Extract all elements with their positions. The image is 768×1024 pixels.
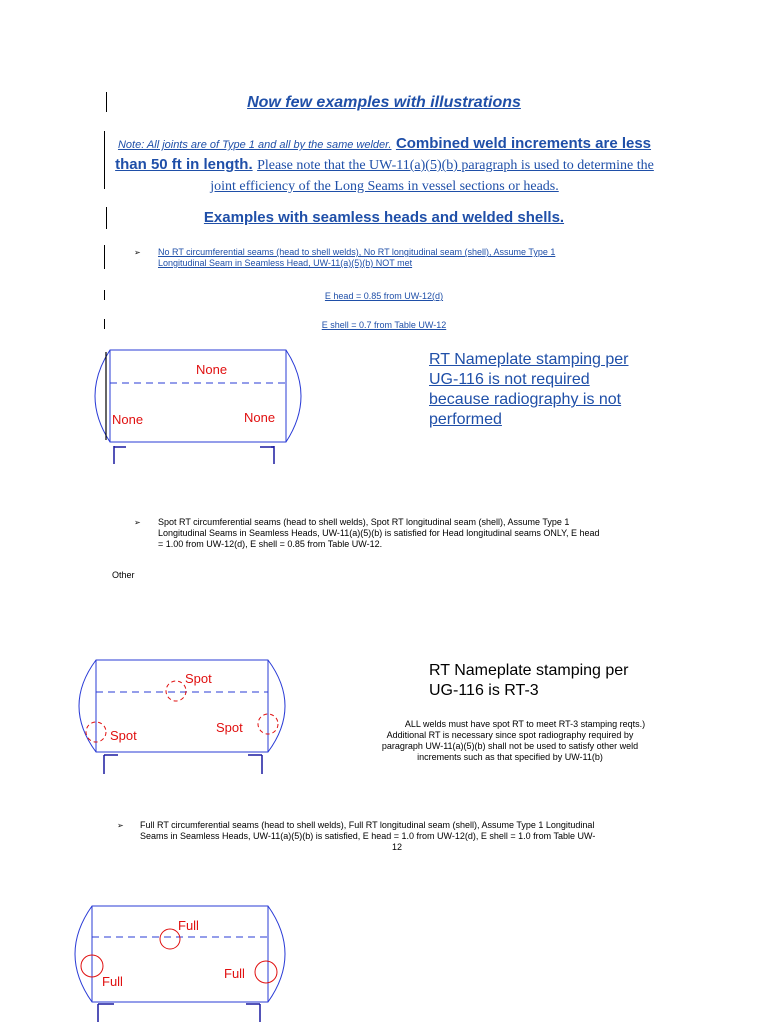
example1-line2: Longitudinal Seam in Seamless Head, UW-11(a)(5)(b) NOT met	[158, 258, 413, 268]
note-line: paragraph UW-11(a)(5)(b) shall not be used to satisfy other weld	[381, 741, 639, 751]
example3-line2: Seams in Seamless Heads, UW-11(a)(5)(b) is satisfied, E head = 1.0 from UW-12(d), E shell = 1.0 from Table UW-	[140, 831, 596, 841]
intro-note	[112, 134, 657, 197]
section-heading: Examples with seamless heads and welded shells.	[203, 209, 565, 226]
right-label: None	[244, 410, 276, 425]
full-circle-right	[255, 961, 277, 983]
top-label: None	[196, 362, 228, 377]
note-line: increments such as that specified by UW-11(b)	[417, 752, 603, 762]
stamping-line: because radiography is not	[429, 391, 622, 408]
example1-e-head: E head = 0.85 from UW-12(d)	[324, 291, 444, 301]
example1-line1: No RT circumferential seams (head to shell welds), No RT longitudinal seam (shell), Assume Type 1	[158, 247, 556, 257]
change-bar	[104, 245, 105, 269]
example2-line1: Spot RT circumferential seams (head to shell welds), Spot RT longitudinal seam (shell), Assume Type 1	[158, 517, 570, 527]
example2-line3: = 1.00 from UW-12(d), E shell = 0.85 from Table UW-12.	[158, 539, 383, 549]
right-label: Spot	[216, 720, 243, 735]
example2-bullet	[134, 517, 674, 551]
vessel-diagram-full	[56, 898, 316, 1024]
top-label: Spot	[185, 671, 212, 686]
example2-line2: Longitudinal Seams in Seamless Heads, UW-11(a)(5)(b) is satisfied for Head longitudinal seams ONLY, E head	[158, 528, 600, 538]
bullet-arrow-icon: ➢	[134, 248, 141, 257]
bullet-arrow-icon: ➢	[134, 518, 141, 527]
full-circle-top	[160, 929, 180, 949]
example3-line1: Full RT circumferential seams (head to shell welds), Full RT longitudinal seam (shell), Assume Type 1 Longitudinal	[140, 820, 595, 830]
example2-stamping	[429, 661, 689, 701]
vessel-diagram-spot	[58, 652, 318, 780]
example2-notes	[350, 719, 670, 763]
top-label: Full	[178, 918, 199, 933]
note-line: ALL welds must have spot RT to meet RT-3 stamping reqts.)	[404, 719, 646, 729]
other-text: Other	[112, 570, 135, 580]
bullet-arrow-icon: ➢	[117, 821, 124, 830]
stamping-line: RT Nameplate stamping per	[429, 351, 629, 368]
stamping-line: UG-116 is RT-3	[429, 682, 539, 699]
example1-stamping	[429, 350, 689, 430]
stamping-line: performed	[429, 411, 502, 428]
example1-e-shell: E shell = 0.7 from Table UW-12	[321, 320, 447, 330]
left-label: Full	[102, 974, 123, 989]
spot-circle-top	[166, 681, 186, 701]
note-bold: Combined weld increments are less than 50 ft in length.	[115, 135, 652, 173]
page-title: Now few examples with illustrations	[247, 94, 521, 111]
change-bar	[104, 131, 105, 189]
note-serif: Please note that the UW-11(a)(5)(b) paragraph is used to determine the joint efficiency of the Long Seams in vessel sections or heads.	[210, 158, 654, 194]
example3-line3: 12	[391, 842, 402, 852]
note-italic: Note: All joints are of Type 1 and all by the same welder.	[117, 139, 392, 151]
left-label: Spot	[110, 728, 137, 743]
right-label: Full	[224, 966, 245, 981]
example3-bullet	[117, 820, 657, 854]
stamping-line: RT Nameplate stamping per	[429, 662, 629, 679]
vessel-diagram-none	[80, 342, 320, 470]
left-label: None	[112, 412, 144, 427]
note-line: Additional RT is necessary since spot radiography required by	[386, 730, 634, 740]
stamping-line: UG-116 is not required	[429, 371, 590, 388]
example1-bullet	[134, 247, 634, 271]
